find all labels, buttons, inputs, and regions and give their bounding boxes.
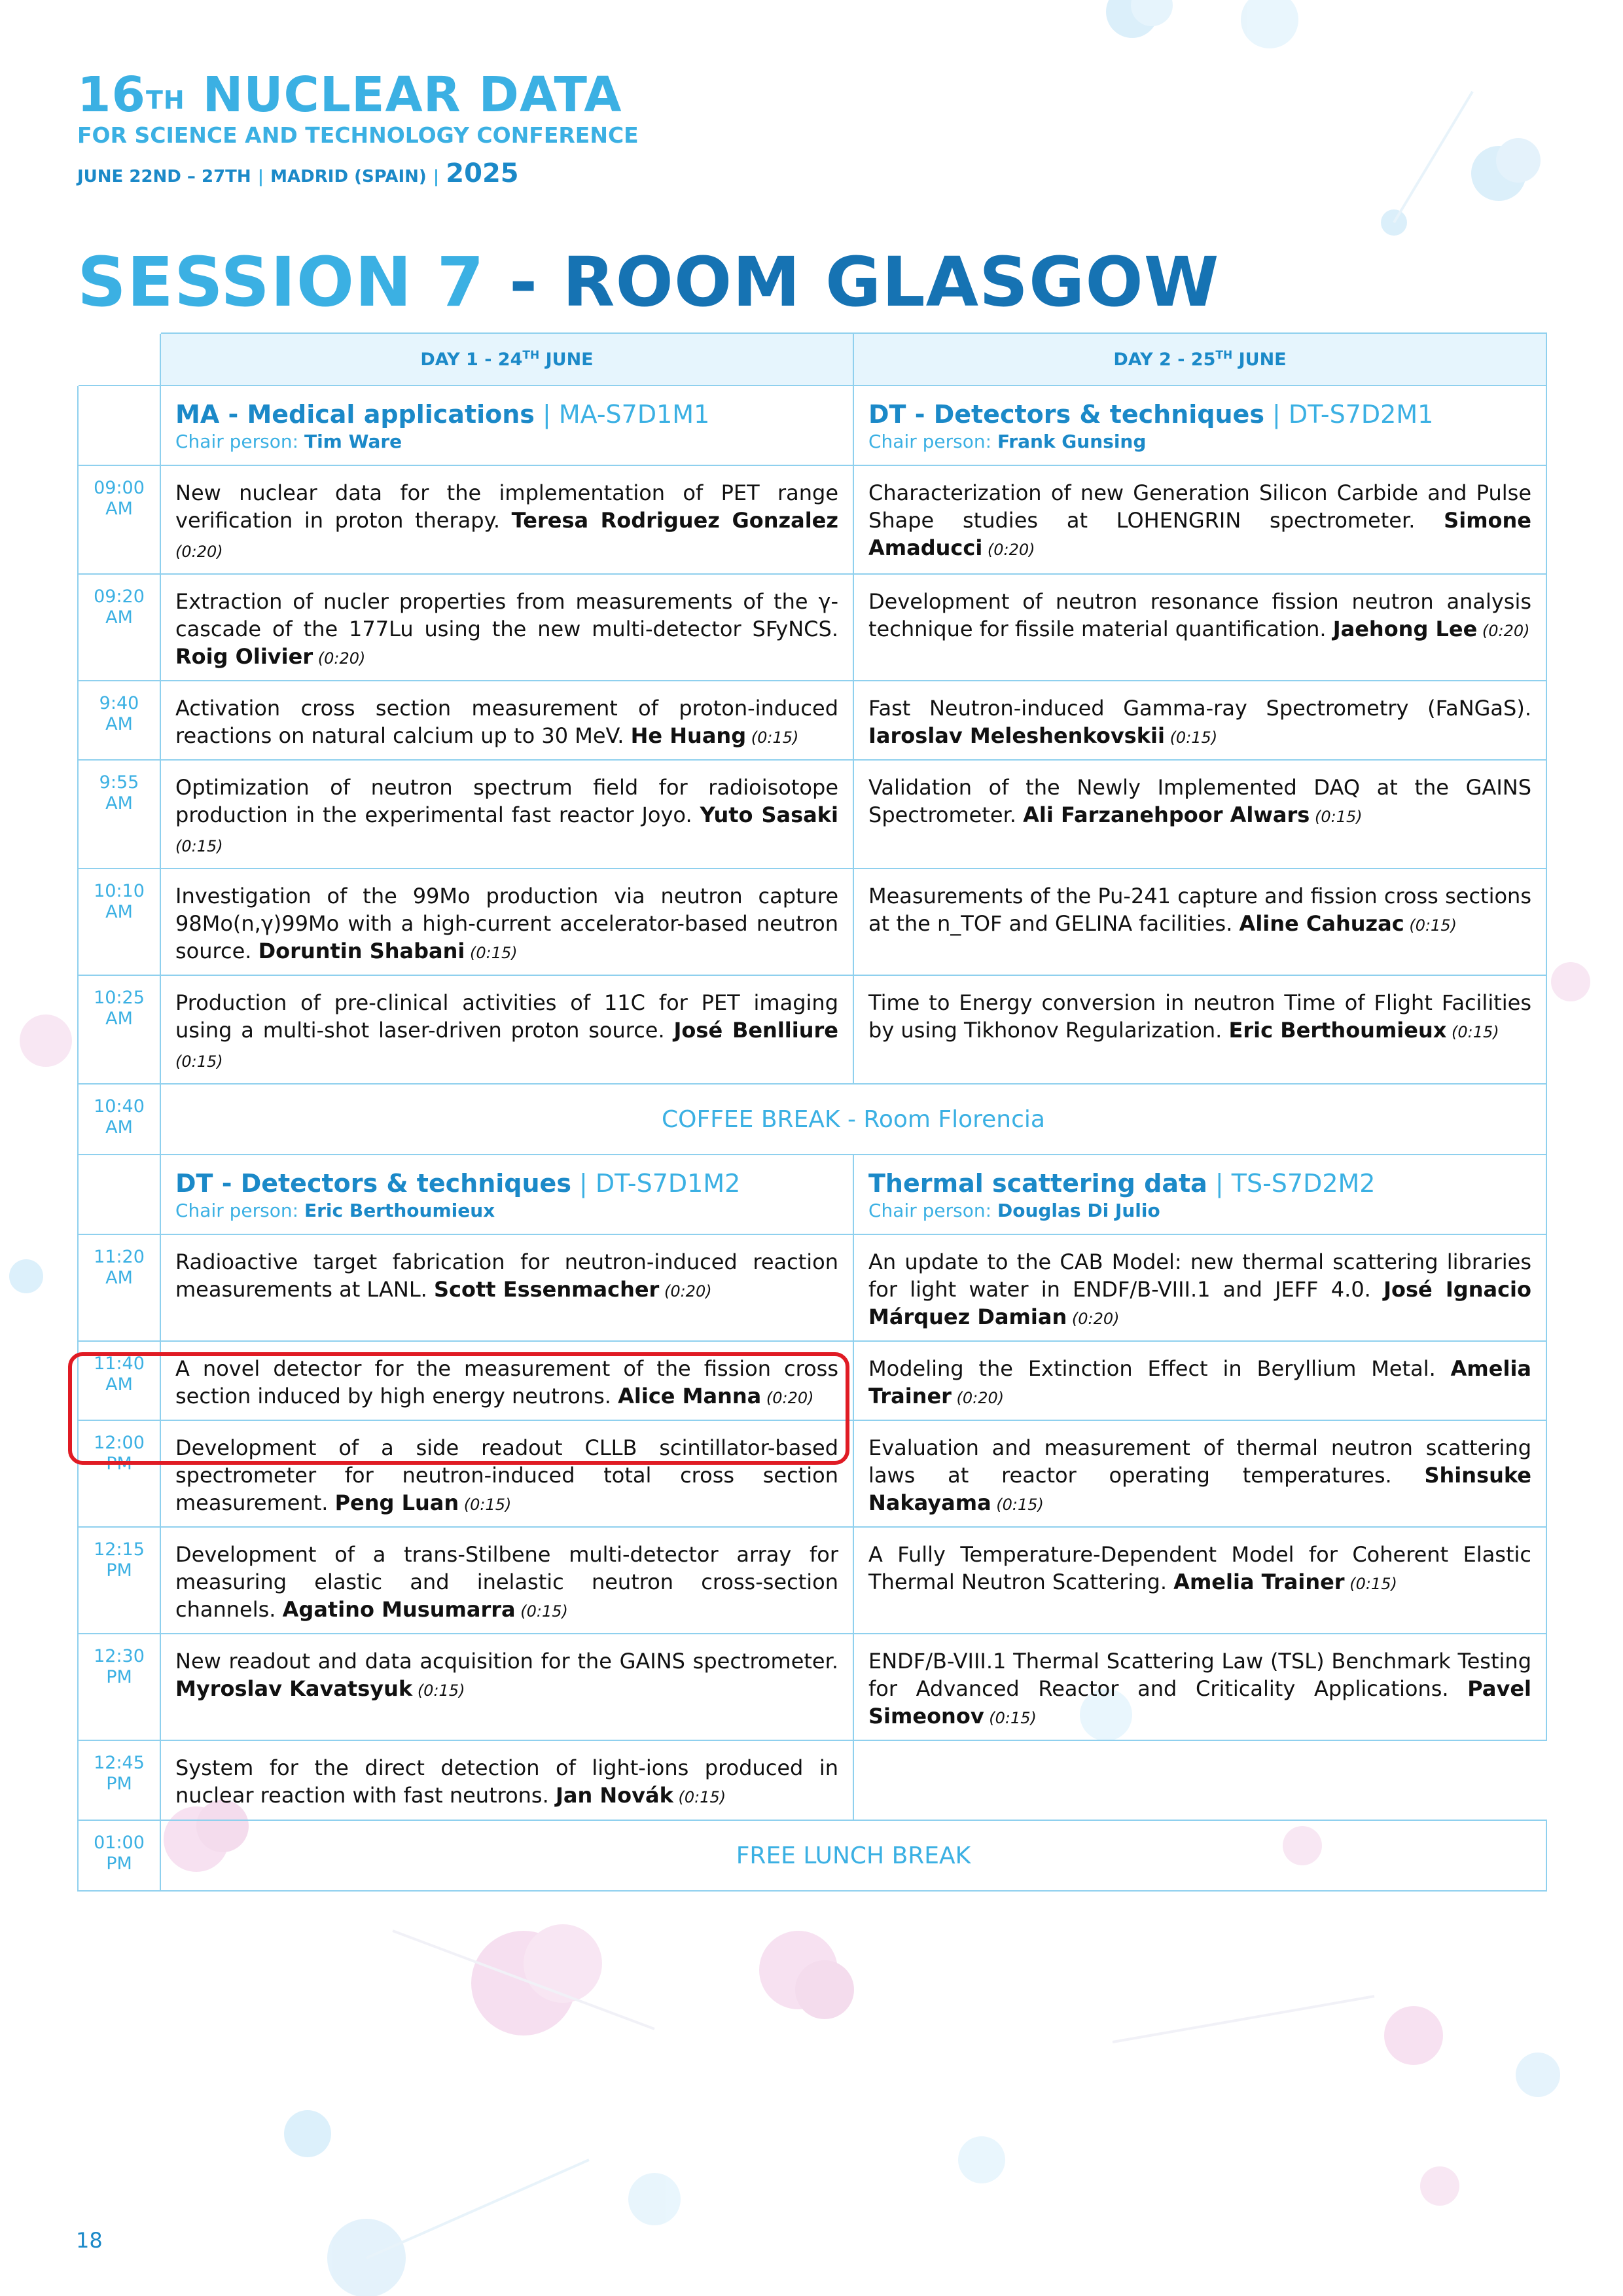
talk-title: Development of neutron resonance fission neutron analysis technique for fissile material quantification. <box>868 589 1531 641</box>
talk-duration: (0:15) <box>673 1788 726 1806</box>
talk-title: New nuclear data for the implementation of PET range verification in proton therapy. <box>175 480 838 533</box>
talk-speaker: Roig Olivier <box>175 644 313 669</box>
talk-duration: (0:15) <box>991 1496 1044 1514</box>
coffee-break: COFFEE BREAK - Room Florencia <box>160 1084 1546 1155</box>
talk-duration: (0:15) <box>746 728 799 747</box>
session-code: | DT-S7D1M2 <box>571 1169 741 1198</box>
time-cell: 10:40 AM <box>78 1084 160 1155</box>
talk-speaker: Peng Luan <box>334 1490 459 1515</box>
talk-duration: (0:15) <box>459 1496 512 1514</box>
session-name: DT - Detectors & techniques <box>175 1169 571 1198</box>
talk-speaker: Agatino Musumarra <box>282 1597 516 1622</box>
time-cell: 12:30 PM <box>78 1634 160 1740</box>
talk-duration: (0:15) <box>175 837 223 855</box>
session-header-row <box>78 1155 1546 1234</box>
time-cell <box>78 386 160 465</box>
talk-speaker: Yuto Sasaki <box>700 802 839 827</box>
talk-entry-day1 <box>160 1527 853 1634</box>
talk-title: System for the direct detection of light-ions produced in nuclear reaction with fast neutrons. <box>175 1755 838 1808</box>
table-row <box>78 681 1546 760</box>
session-name: MA - Medical applications <box>175 400 535 429</box>
talk-title: Optimization of neutron spectrum field for radioisotope production in the experimental fast reactor Joyo. <box>175 775 838 827</box>
talk-title: Modeling the Extinction Effect in Beryllium Metal. <box>868 1356 1451 1381</box>
talk-entry-day2 <box>853 465 1546 574</box>
session-code: | TS-S7D2M2 <box>1207 1169 1376 1198</box>
time-cell: 09:00 AM <box>78 465 160 574</box>
talk-duration: (0:15) <box>984 1709 1037 1727</box>
title-number: 16 <box>77 67 146 123</box>
time-cell <box>78 1155 160 1234</box>
conference-title <box>77 69 639 121</box>
session-code: | MA-S7D1M1 <box>534 400 710 429</box>
session-header-day2: Thermal scattering data | TS-S7D2M2 Chair person: Douglas Di Julio <box>853 1155 1546 1234</box>
talk-duration: (0:15) <box>465 944 518 962</box>
talk-title: Production of pre-clinical activities of 11C for PET imaging using a multi-shot laser-driven proton source. <box>175 990 838 1043</box>
talk-speaker: Ali Farzanehpoor Alwars <box>1023 802 1310 827</box>
talk-speaker: Jan Novák <box>555 1783 673 1808</box>
table-row <box>78 1234 1546 1341</box>
day2-header: DAY 2 - 25TH JUNE <box>853 333 1546 386</box>
talk-duration: (0:15) <box>1404 916 1457 935</box>
talk-entry-day2 <box>853 1341 1546 1420</box>
lunch-break: FREE LUNCH BREAK <box>160 1820 1546 1891</box>
talk-title: An update to the CAB Model: new thermal scattering libraries for light water in ENDF/B-VIII.1 and JEFF 4.0. <box>868 1249 1531 1302</box>
talk-duration: (0:20) <box>313 649 366 668</box>
talk-duration: (0:15) <box>1164 728 1218 747</box>
talk-speaker: Teresa Rodriguez Gonzalez <box>511 508 838 533</box>
talk-title: Activation cross section measurement of proton-induced reactions on natural calcium up to 30 MeV. <box>175 696 838 748</box>
talk-duration: (0:20) <box>659 1282 712 1300</box>
page-number: 18 <box>76 2228 103 2253</box>
talk-entry-day2 <box>853 1420 1546 1527</box>
time-cell: 11:40 AM <box>78 1341 160 1420</box>
table-row <box>78 1420 1546 1527</box>
talk-entry-day2 <box>853 869 1546 975</box>
session-header-day1: DT - Detectors & techniques | DT-S7D1M2 Chair person: Eric Berthoumieux <box>160 1155 853 1234</box>
talk-duration: (0:15) <box>175 1052 223 1071</box>
time-cell: 10:10 AM <box>78 869 160 975</box>
table-row <box>78 465 1546 574</box>
empty-cell <box>853 1740 1546 1820</box>
chair-person: Eric Berthoumieux <box>304 1200 495 1221</box>
talk-speaker: Jaehong Lee <box>1332 617 1478 641</box>
conference-subtitle: FOR SCIENCE AND TECHNOLOGY CONFERENCE <box>77 122 639 148</box>
table-row <box>78 1527 1546 1634</box>
schedule-table <box>77 332 1547 1892</box>
time-cell: 09:20 AM <box>78 574 160 681</box>
talk-title: ENDF/B-VIII.1 Thermal Scattering Law (TSL) Benchmark Testing for Advanced Reactor and Criticality Applications. <box>868 1649 1531 1701</box>
talk-title: Fast Neutron-induced Gamma-ray Spectrometry (FaNGaS). <box>868 696 1531 721</box>
talk-entry-day2 <box>853 1234 1546 1341</box>
time-cell: 01:00 PM <box>78 1820 160 1891</box>
talk-duration: (0:20) <box>761 1389 814 1407</box>
session-header-day1: MA - Medical applications | MA-S7D1M1 Chair person: Tim Ware <box>160 386 853 465</box>
chair-person: Douglas Di Julio <box>997 1200 1160 1221</box>
talk-entry-day2 <box>853 1634 1546 1740</box>
talk-speaker: Shinsuke Nakayama <box>868 1463 1531 1515</box>
conference-header <box>77 69 639 188</box>
time-cell: 10:25 AM <box>78 975 160 1084</box>
time-cell: 9:40 AM <box>78 681 160 760</box>
coffee-break-row <box>78 1084 1546 1155</box>
talk-speaker: Doruntin Shabani <box>258 939 465 963</box>
table-row <box>78 1341 1546 1420</box>
talk-title: Development of a trans-Stilbene multi-detector array for measuring elastic and inelastic neutron cross-section channels. <box>175 1542 838 1622</box>
talk-title: A novel detector for the measurement of the fission cross section induced by high energy neutrons. <box>175 1356 838 1408</box>
talk-speaker: José Benlliure <box>673 1018 839 1043</box>
talk-speaker: Amelia Trainer <box>1173 1570 1345 1594</box>
session-header-day2: DT - Detectors & techniques | DT-S7D2M1 Chair person: Frank Gunsing <box>853 386 1546 465</box>
talk-entry-day2 <box>853 681 1546 760</box>
time-cell: 12:45 PM <box>78 1740 160 1820</box>
title-suffix: TH <box>145 86 185 115</box>
talk-speaker: Aline Cahuzac <box>1239 911 1404 936</box>
talk-entry-day1 <box>160 574 853 681</box>
talk-title: Characterization of new Generation Silicon Carbide and Pulse Shape studies at LOHENGRIN spectrometer. <box>868 480 1531 533</box>
day-header-row <box>78 333 1546 386</box>
talk-speaker: Scott Essenmacher <box>433 1277 660 1302</box>
talk-speaker: Eric Berthoumieux <box>1228 1018 1447 1043</box>
talk-entry-day1 <box>160 975 853 1084</box>
chair-person: Tim Ware <box>304 431 402 452</box>
talk-duration: (0:20) <box>982 541 1035 559</box>
conference-location: MADRID (SPAIN) <box>270 167 427 187</box>
time-cell: 12:00 PM <box>78 1420 160 1527</box>
talk-duration: (0:15) <box>1310 808 1363 826</box>
talk-entry-day1 <box>160 465 853 574</box>
session-room: - ROOM GLASGOW <box>484 242 1220 322</box>
talk-title: Evaluation and measurement of thermal neutron scattering laws at reactor operating temperatures. <box>868 1435 1531 1488</box>
talk-title: Validation of the Newly Implemented DAQ at the GAINS Spectrometer. <box>868 775 1531 827</box>
talk-entry-day1 <box>160 760 853 869</box>
time-cell: 12:15 PM <box>78 1527 160 1634</box>
talk-entry-day2 <box>853 1527 1546 1634</box>
table-row <box>78 574 1546 681</box>
talk-entry-day2 <box>853 975 1546 1084</box>
talk-speaker: Pavel Simeonov <box>868 1676 1531 1729</box>
talk-duration: (0:20) <box>951 1389 1005 1407</box>
talk-entry-day1 <box>160 869 853 975</box>
session-title <box>77 242 1220 322</box>
talk-entry-day1 <box>160 1740 853 1820</box>
talk-title: A Fully Temperature-Dependent Model for Coherent Elastic Thermal Neutron Scattering. <box>868 1542 1531 1594</box>
time-cell: 11:20 AM <box>78 1234 160 1341</box>
talk-duration: (0:20) <box>1477 622 1530 640</box>
corner-cell <box>78 333 160 386</box>
table-row <box>78 760 1546 869</box>
talk-speaker: Simone Amaducci <box>868 508 1531 560</box>
conference-dates-location: JUNE 22ND – 27TH | MADRID (SPAIN) | 2025 <box>77 158 519 188</box>
chair-person: Frank Gunsing <box>997 431 1147 452</box>
session-name: Thermal scattering data <box>868 1169 1207 1198</box>
lunch-break-row <box>78 1820 1546 1891</box>
talk-entry-day2 <box>853 760 1546 869</box>
conference-year: 2025 <box>446 158 519 188</box>
talk-duration: (0:15) <box>1344 1575 1397 1593</box>
talk-duration: (0:20) <box>175 543 223 561</box>
talk-duration: (0:15) <box>515 1602 568 1621</box>
talk-entry-day2 <box>853 574 1546 681</box>
talk-title: Investigation of the 99Mo production via neutron capture 98Mo(n,γ)99Mo with a high-current accelerator-based neutron source. <box>175 884 838 963</box>
talk-speaker: Amelia Trainer <box>868 1356 1531 1408</box>
talk-title: Radioactive target fabrication for neutron-induced reaction measurements at LANL. <box>175 1249 838 1302</box>
talk-speaker: José Ignacio Márquez Damian <box>868 1277 1532 1329</box>
talk-duration: (0:15) <box>412 1681 465 1700</box>
talk-title: New readout and data acquisition for the GAINS spectrometer. <box>175 1649 838 1674</box>
talk-speaker: Iaroslav Meleshenkovskii <box>868 723 1165 748</box>
table-row <box>78 1740 1546 1820</box>
talk-title: Development of a side readout CLLB scintillator-based spectrometer for neutron-induced total cross section measurement. <box>175 1435 838 1515</box>
talk-title: Time to Energy conversion in neutron Time of Flight Facilities by using Tikhonov Regularization. <box>868 990 1531 1043</box>
table-row <box>78 869 1546 975</box>
talk-duration: (0:15) <box>1446 1023 1499 1041</box>
session-header-row <box>78 386 1546 465</box>
time-cell: 9:55 AM <box>78 760 160 869</box>
talk-title: Measurements of the Pu-241 capture and fission cross sections at the n_TOF and GELINA facilities. <box>868 884 1531 936</box>
table-row <box>78 1634 1546 1740</box>
session-name: DT - Detectors & techniques <box>868 400 1264 429</box>
talk-speaker: Myroslav Kavatsyuk <box>175 1676 413 1701</box>
session-code: | DT-S7D2M1 <box>1264 400 1434 429</box>
talk-entry-day1 <box>160 1234 853 1341</box>
talk-entry-day1 <box>160 1634 853 1740</box>
talk-speaker: Alice Manna <box>618 1384 762 1408</box>
talk-entry-day1 <box>160 681 853 760</box>
title-text: NUCLEAR DATA <box>185 67 622 123</box>
talk-title: Extraction of nucler properties from measurements of the γ-cascade of the 177Lu using the new multi-detector SFyNCS. <box>175 589 838 641</box>
table-row <box>78 975 1546 1084</box>
talk-duration: (0:20) <box>1067 1310 1120 1328</box>
talk-speaker: He Huang <box>630 723 747 748</box>
talk-entry-day1 <box>160 1420 853 1527</box>
day1-header: DAY 1 - 24TH JUNE <box>160 333 853 386</box>
talk-entry-day1 <box>160 1341 853 1420</box>
conference-dates: JUNE 22ND – 27TH <box>77 167 251 187</box>
session-number: SESSION 7 <box>77 242 485 322</box>
